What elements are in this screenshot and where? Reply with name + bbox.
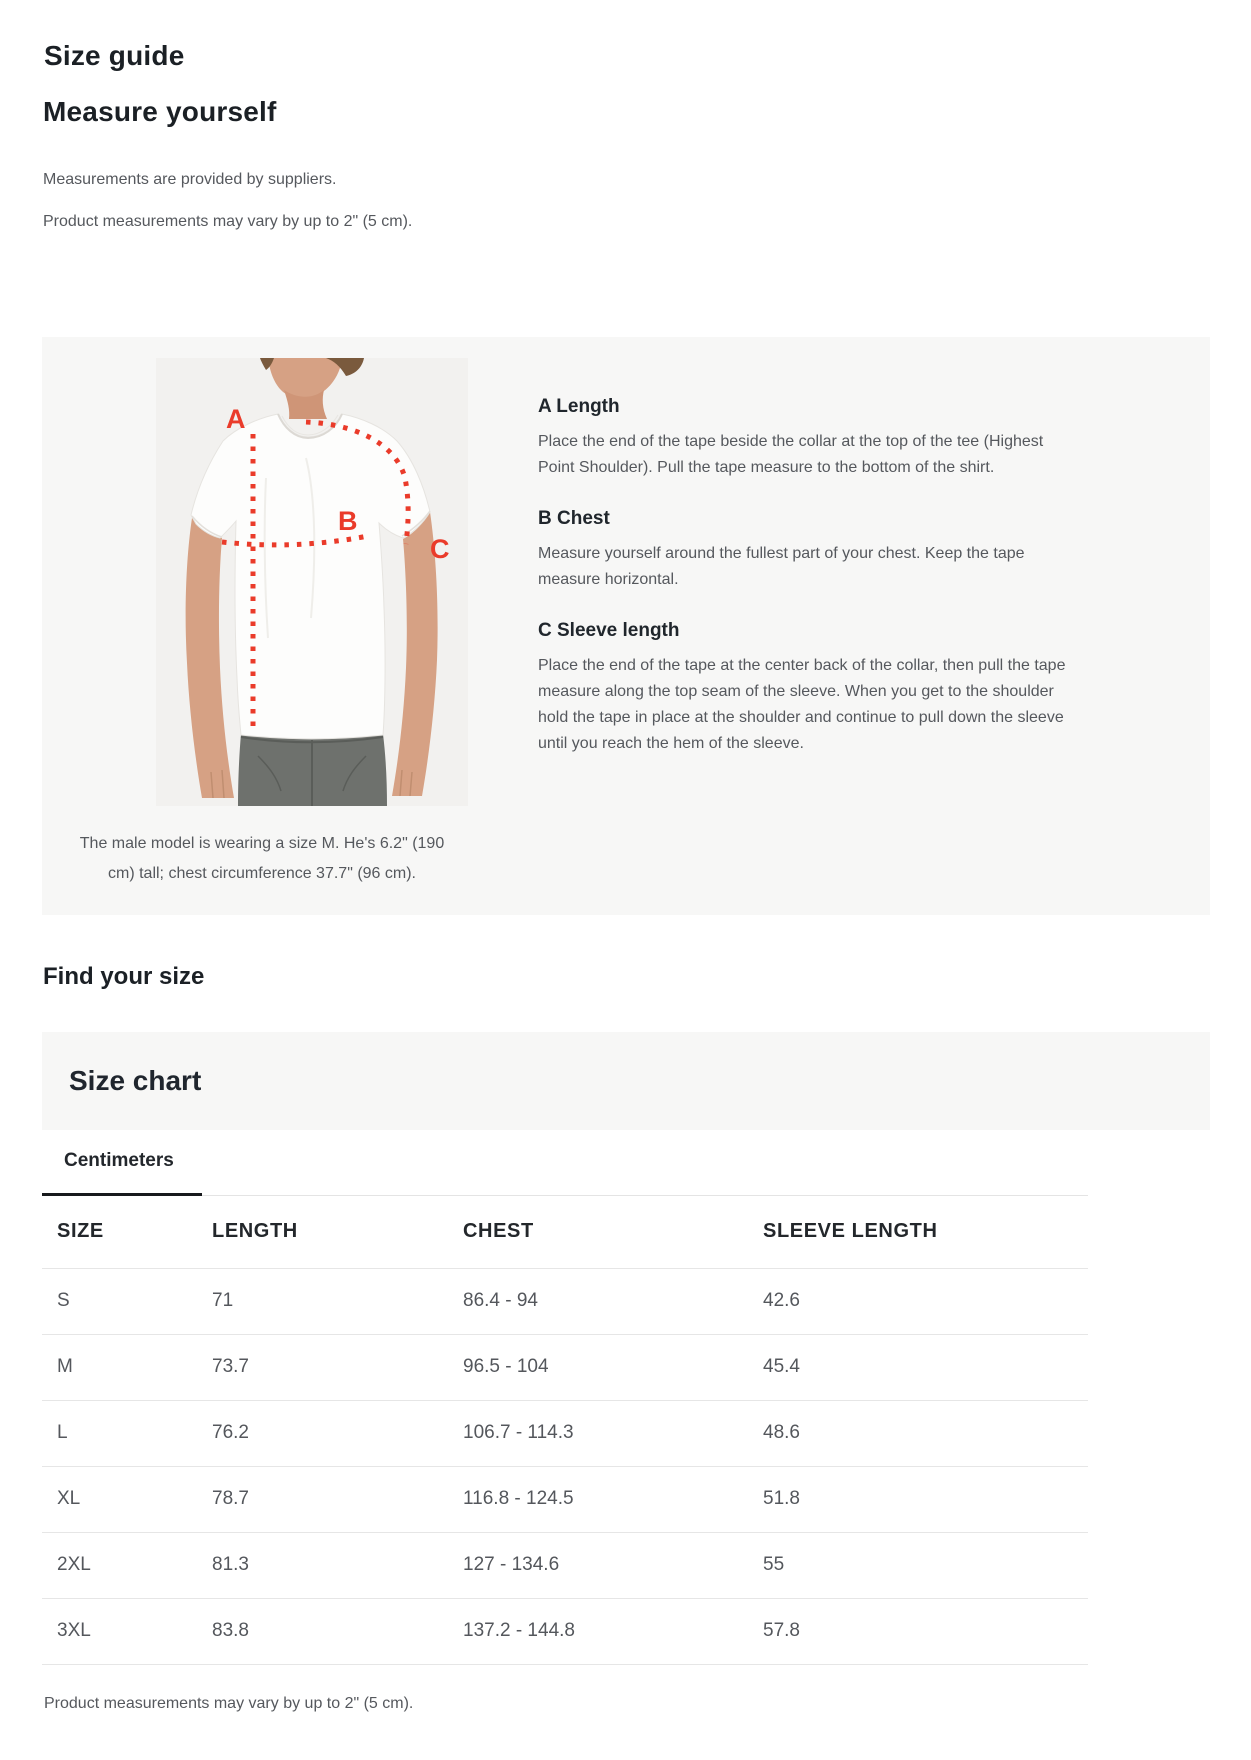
table-cell: L <box>42 1400 197 1466</box>
table-cell: S <box>42 1268 197 1334</box>
table-row <box>42 1268 1088 1334</box>
table-column-header: CHEST <box>448 1196 748 1268</box>
table-row <box>42 1466 1088 1532</box>
table-cell: 81.3 <box>197 1532 448 1598</box>
table-cell: M <box>42 1334 197 1400</box>
table-row <box>42 1598 1088 1664</box>
table-header-row <box>42 1196 1088 1268</box>
size-table-body <box>42 1268 1088 1664</box>
diagram-label-b: B <box>338 506 358 536</box>
table-row <box>42 1400 1088 1466</box>
size-chart-header <box>42 1032 1210 1130</box>
variance-note: Product measurements may vary by up to 2" (5 cm). <box>43 213 413 230</box>
diagram-label-c: C <box>430 534 450 564</box>
table-column-header: SLEEVE LENGTH <box>748 1196 1088 1268</box>
table-cell: 127 - 134.6 <box>448 1532 748 1598</box>
variance-footnote: Product measurements may vary by up to 2" (5 cm). <box>44 1695 414 1712</box>
table-cell: 51.8 <box>748 1466 1088 1532</box>
measure-instructions <box>538 395 1078 757</box>
table-cell: 137.2 - 144.8 <box>448 1598 748 1664</box>
table-cell: 57.8 <box>748 1598 1088 1664</box>
unit-tabs <box>42 1132 1088 1196</box>
table-cell: 3XL <box>42 1598 197 1664</box>
suppliers-note: Measurements are provided by suppliers. <box>43 171 337 188</box>
table-cell: XL <box>42 1466 197 1532</box>
table-cell: 48.6 <box>748 1400 1088 1466</box>
table-cell: 55 <box>748 1532 1088 1598</box>
size-table <box>42 1196 1088 1665</box>
table-cell: 86.4 - 94 <box>448 1268 748 1334</box>
table-row <box>42 1334 1088 1400</box>
measure-panel <box>42 337 1210 915</box>
instruction-a-label: A Length <box>538 396 620 417</box>
find-your-size-heading: Find your size <box>43 963 205 990</box>
page-title: Size guide <box>44 40 185 71</box>
table-cell: 73.7 <box>197 1334 448 1400</box>
table-column-header: SIZE <box>42 1196 197 1268</box>
table-cell: 78.7 <box>197 1466 448 1532</box>
table-cell: 116.8 - 124.5 <box>448 1466 748 1532</box>
table-cell: 2XL <box>42 1532 197 1598</box>
table-cell: 71 <box>197 1268 448 1334</box>
instruction-b-label: B Chest <box>538 508 610 529</box>
table-column-header: LENGTH <box>197 1196 448 1268</box>
instruction-c-text: Place the end of the tape at the center back of the collar, then pull the tape measure along the top seam of the sleeve. When you get to the shoulder hold the tape in place at the shoulder and continue to pull down the sleeve until you reach the hem of the sleeve. <box>538 657 1066 752</box>
model-photo <box>156 358 468 806</box>
table-cell: 76.2 <box>197 1400 448 1466</box>
size-chart-title: Size chart <box>69 1065 202 1096</box>
instruction-a-text: Place the end of the tape beside the collar at the top of the tee (Highest Point Shoulder). Pull the tape measure to the bottom of the shirt. <box>538 433 1044 476</box>
table-cell: 106.7 - 114.3 <box>448 1400 748 1466</box>
measure-yourself-heading: Measure yourself <box>43 96 277 127</box>
table-cell: 42.6 <box>748 1268 1088 1334</box>
instruction-c-label: C Sleeve length <box>538 620 680 641</box>
table-cell: 96.5 - 104 <box>448 1334 748 1400</box>
instruction-b-text: Measure yourself around the fullest part of your chest. Keep the tape measure horizontal. <box>538 545 1025 588</box>
table-row <box>42 1532 1088 1598</box>
table-cell: 45.4 <box>748 1334 1088 1400</box>
table-cell: 83.8 <box>197 1598 448 1664</box>
diagram-label-a: A <box>226 404 246 434</box>
model-caption: The male model is wearing a size M. He's 6.2" (190 cm) tall; chest circumference 37.7" (96 cm). <box>79 835 445 882</box>
tab-centimeters[interactable]: Centimeters <box>42 1132 202 1196</box>
